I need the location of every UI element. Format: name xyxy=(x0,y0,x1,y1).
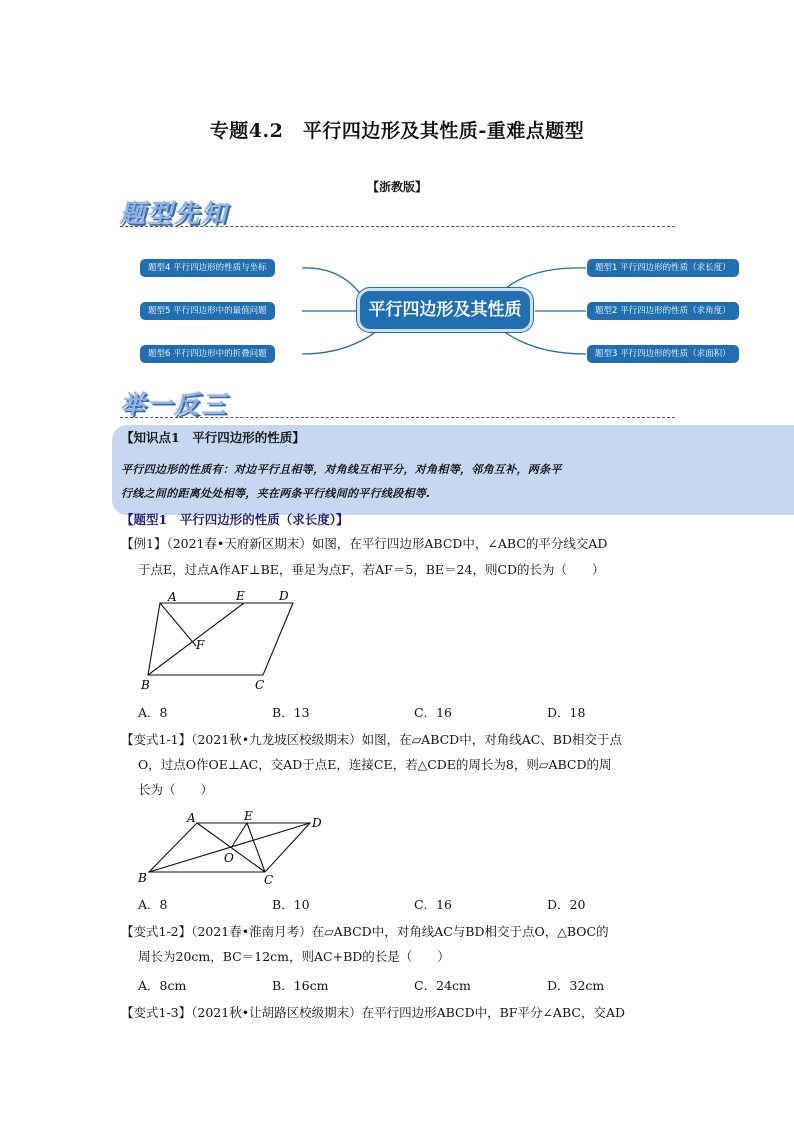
option-c: C．16 xyxy=(414,897,452,912)
example-1-figure xyxy=(138,585,308,695)
mindmap-center: 平行四边形及其性质 xyxy=(357,288,533,332)
figure-label: C xyxy=(264,873,274,887)
option-a: A．8 xyxy=(138,705,168,720)
option-b: B．13 xyxy=(272,705,310,720)
option-d: D．32cm xyxy=(547,978,605,993)
option-b: B．16cm xyxy=(272,978,329,993)
divider xyxy=(120,417,675,418)
example-1-line: 【例1】（2021春•天府新区期末）如图，在平行四边形ABCD中，∠ABC的平分线交AD xyxy=(121,536,608,551)
variant-1-1-line: O，过点O作OE⊥AC，交AD于点E，连接CE，若△CDE的周长为8，则▱ABCD的周 xyxy=(138,757,612,772)
figure-label: D xyxy=(312,816,322,830)
page-title: 专题4.2 平行四边形及其性质-重难点题型 xyxy=(209,120,585,142)
figure-label: A xyxy=(187,811,196,825)
figure-label: E xyxy=(244,809,253,823)
variant-1-1-line: 【变式1-1】（2021秋•九龙坡区校级期末）如图，在▱ABCD中，对角线AC、BD相交于点 xyxy=(121,732,623,747)
example-1-line: 于点E，过点A作AF⊥BE，垂足为点F，若AF＝5，BE＝24，则CD的长为（ ） xyxy=(138,562,605,577)
preview-banner: 题型先知 xyxy=(120,199,229,228)
figure-label: A xyxy=(168,590,177,604)
option-a: A．8 xyxy=(138,897,168,912)
figure-label: B xyxy=(141,678,150,692)
figure-label: E xyxy=(236,589,245,603)
mindmap-topic-5: 题型5 平行四边形中的最值问题 xyxy=(140,302,275,320)
knowledge-text xyxy=(121,458,681,506)
topic-heading: 【题型1 平行四边形的性质（求长度）】 xyxy=(121,512,349,527)
examples-banner: 举一反三 xyxy=(120,390,229,419)
knowledge-line: 平行四边形的性质有：对边平行且相等，对角线互相平分，对角相等，邻角互补，两条平 xyxy=(121,463,562,476)
edition-label: 【浙教版】 xyxy=(366,180,427,194)
variant-1-2-line: 【变式1-2】（2021春•淮南月考）在▱ABCD中，对角线AC与BD相交于点O，△BOC的 xyxy=(121,924,609,939)
mindmap-topic-6: 题型6 平行四边形中的折叠问题 xyxy=(140,345,275,363)
figure-label: F xyxy=(196,638,205,652)
option-c: C．24cm xyxy=(414,978,471,993)
mindmap-topic-3: 题型3 平行四边形的性质（求面积） xyxy=(587,345,739,363)
knowledge-line: 行线之间的距离处处相等，夹在两条平行线间的平行线段相等. xyxy=(121,487,431,500)
variant-1-1-line: 长为（ ） xyxy=(138,782,214,797)
option-c: C．16 xyxy=(414,705,452,720)
mindmap-topic-2: 题型2 平行四边形的性质（求角度） xyxy=(587,302,739,320)
option-a: A．8cm xyxy=(138,978,187,993)
option-b: B．10 xyxy=(272,897,310,912)
variant-1-2-line: 周长为20cm，BC＝12cm，则AC+BD的长是（ ） xyxy=(138,949,450,964)
option-d: D．18 xyxy=(547,705,586,720)
figure-label: B xyxy=(138,871,147,885)
option-d: D．20 xyxy=(547,897,586,912)
mindmap-topic-1: 题型1 平行四边形的性质（求长度） xyxy=(587,259,739,277)
figure-label: C xyxy=(255,678,265,692)
figure-label: O xyxy=(224,851,234,865)
divider xyxy=(120,226,675,227)
figure-label: D xyxy=(279,589,289,603)
variant-1-1-figure xyxy=(135,808,335,888)
variant-1-3-line: 【变式1-3】（2021秋•让胡路区校级期末）在平行四边形ABCD中，BF平分∠ABC，交AD xyxy=(121,1005,625,1020)
mindmap-topic-4: 题型4 平行四边形的性质与坐标 xyxy=(140,259,275,277)
knowledge-heading: 【知识点1 平行四边形的性质】 xyxy=(121,430,305,445)
